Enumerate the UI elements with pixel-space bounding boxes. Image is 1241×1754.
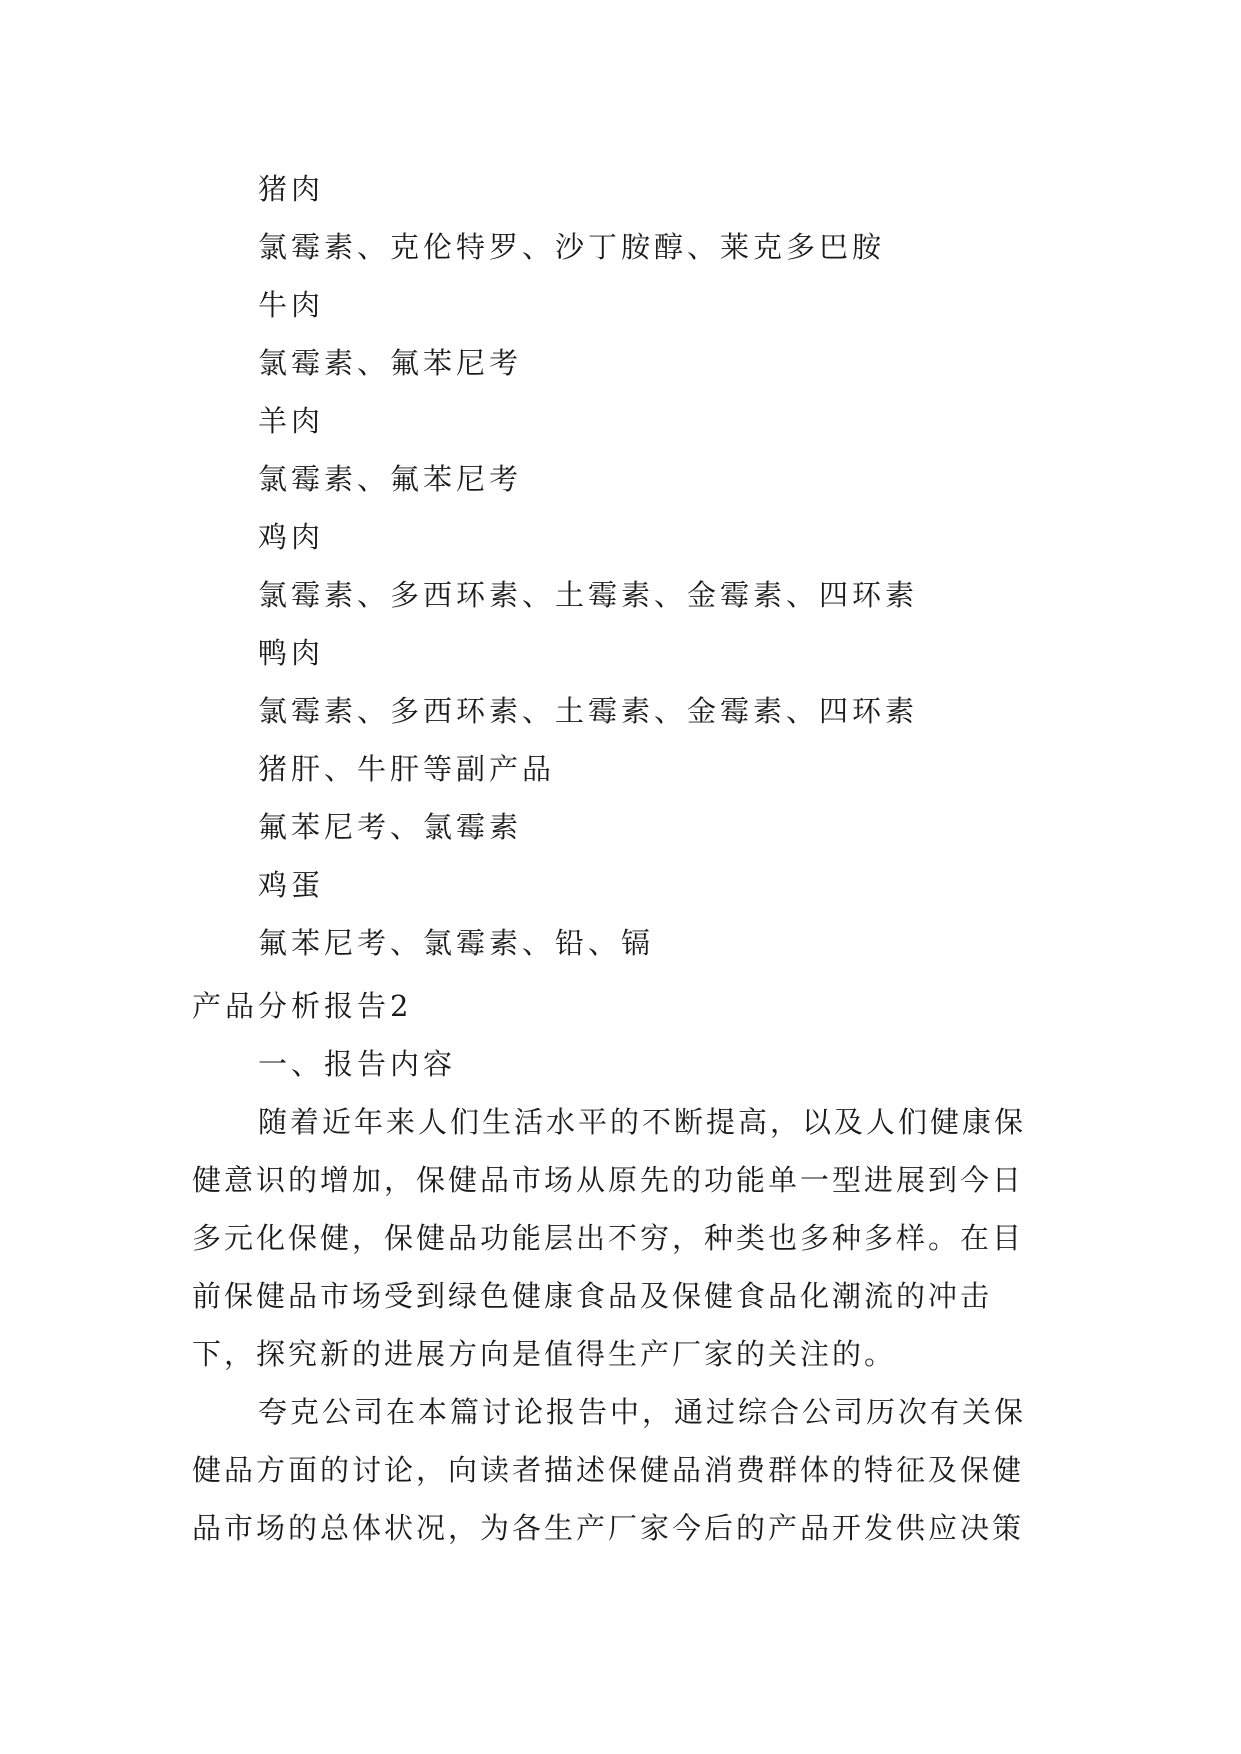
- list-item: 氯霉素、多西环素、土霉素、金霉素、四环素: [258, 694, 919, 728]
- list-item: 牛肉: [258, 288, 325, 322]
- paragraph-line: 夸克公司在本篇讨论报告中，通过综合公司历次有关保: [258, 1395, 1027, 1429]
- paragraph-line: 下，探究新的进展方向是值得生产厂家的关注的。: [192, 1337, 897, 1371]
- report-title: 产品分析报告2: [192, 989, 413, 1023]
- list-item: 氯霉素、克伦特罗、沙丁胺醇、莱克多巴胺: [258, 230, 886, 264]
- paragraph-line: 多元化保健，保健品功能层出不穷，种类也多种多样。在目: [192, 1221, 1025, 1255]
- paragraph-line: 前保健品市场受到绿色健康食品及保健食品化潮流的冲击: [192, 1279, 993, 1313]
- list-item: 氯霉素、氟苯尼考: [258, 462, 523, 496]
- paragraph-line: 品市场的总体状况，为各生产厂家今后的产品开发供应决策: [192, 1511, 1025, 1545]
- list-item: 羊肉: [258, 404, 325, 438]
- list-item: 猪肉: [258, 172, 325, 206]
- list-item: 猪肝、牛肝等副产品: [258, 752, 556, 786]
- paragraph-line: 健品方面的讨论，向读者描述保健品消费群体的特征及保健: [192, 1453, 1025, 1487]
- paragraph-line: 健意识的增加，保健品市场从原先的功能单一型进展到今日: [192, 1163, 1025, 1197]
- list-item: 鸡肉: [258, 520, 325, 554]
- list-item: 鸭肉: [258, 636, 325, 670]
- list-item: 氟苯尼考、氯霉素: [258, 810, 523, 844]
- list-item: 鸡蛋: [258, 868, 325, 902]
- list-item: 氯霉素、多西环素、土霉素、金霉素、四环素: [258, 578, 919, 612]
- list-item: 氯霉素、氟苯尼考: [258, 346, 523, 380]
- list-item: 氟苯尼考、氯霉素、铅、镉: [258, 926, 655, 960]
- item-list: [258, 160, 1058, 972]
- paragraph-line: 随着近年来人们生活水平的不断提高，以及人们健康保: [258, 1105, 1027, 1139]
- section-heading: 一、报告内容: [258, 1047, 457, 1081]
